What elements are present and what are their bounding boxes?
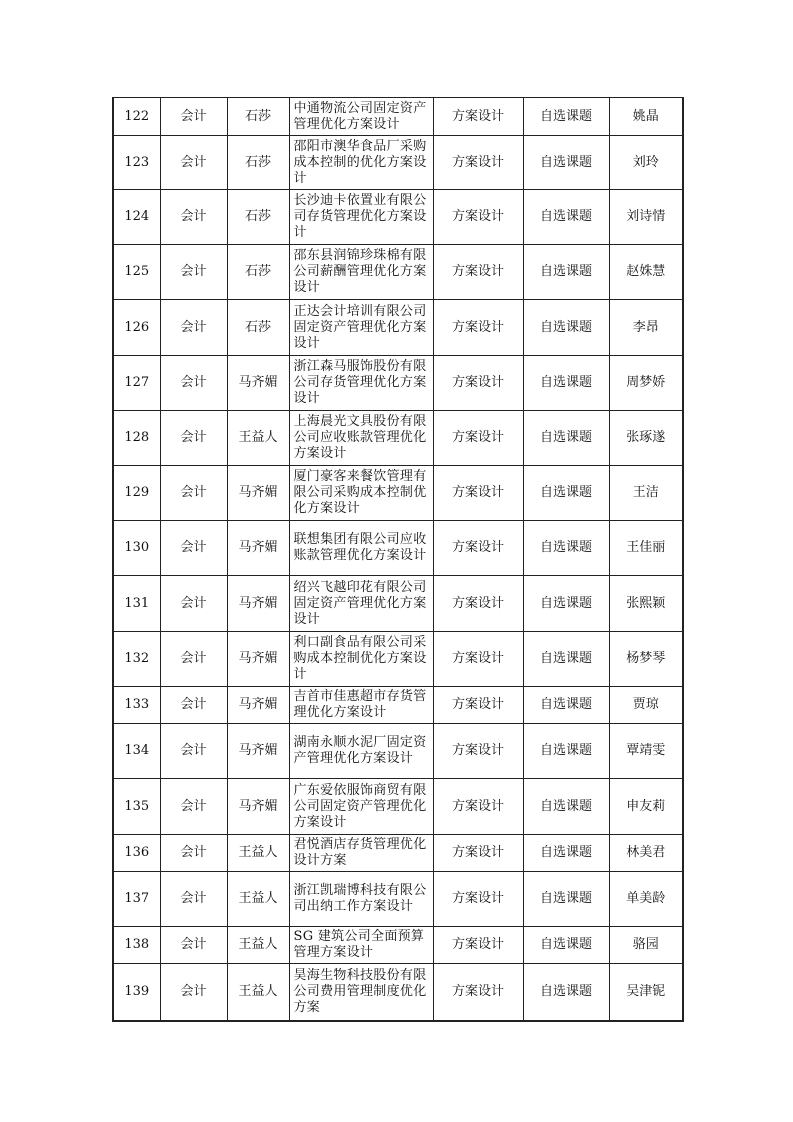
advisor-cell: 石莎 xyxy=(227,98,289,136)
row-number: 138 xyxy=(113,927,160,964)
major-cell: 会计 xyxy=(160,779,227,835)
row-number: 123 xyxy=(113,136,160,190)
topic-type-cell: 方案设计 xyxy=(433,724,523,779)
student-cell: 周梦娇 xyxy=(609,356,683,411)
student-cell: 王洁 xyxy=(609,466,683,521)
student-cell: 张熙颖 xyxy=(609,576,683,632)
major-cell: 会计 xyxy=(160,724,227,779)
topic-source-cell: 自选课题 xyxy=(523,872,609,927)
topic-type-cell: 方案设计 xyxy=(433,521,523,576)
topic-type-cell: 方案设计 xyxy=(433,98,523,136)
table-row xyxy=(113,245,683,300)
row-number: 139 xyxy=(113,964,160,1021)
major-cell: 会计 xyxy=(160,835,227,872)
table-row xyxy=(113,300,683,356)
major-cell: 会计 xyxy=(160,245,227,300)
topic-source-cell: 自选课题 xyxy=(523,779,609,835)
major-cell: 会计 xyxy=(160,576,227,632)
row-number: 135 xyxy=(113,779,160,835)
topic-source-cell: 自选课题 xyxy=(523,835,609,872)
topic-type-cell: 方案设计 xyxy=(433,411,523,466)
advisor-cell: 石莎 xyxy=(227,300,289,356)
major-cell: 会计 xyxy=(160,964,227,1021)
topic-source-cell: 自选课题 xyxy=(523,190,609,245)
topic-cell: 利口副食品有限公司采购成本控制优化方案设计 xyxy=(289,632,433,687)
topic-source-cell: 自选课题 xyxy=(523,632,609,687)
topic-type-cell: 方案设计 xyxy=(433,687,523,724)
advisor-cell: 马齐媚 xyxy=(227,356,289,411)
advisor-cell: 马齐媚 xyxy=(227,779,289,835)
row-number: 134 xyxy=(113,724,160,779)
student-cell: 单美龄 xyxy=(609,872,683,927)
topic-source-cell: 自选课题 xyxy=(523,927,609,964)
table-row xyxy=(113,724,683,779)
topic-type-cell: 方案设计 xyxy=(433,466,523,521)
topic-cell: 君悦酒店存货管理优化设计方案 xyxy=(289,835,433,872)
major-cell: 会计 xyxy=(160,632,227,687)
topic-source-cell: 自选课题 xyxy=(523,300,609,356)
major-cell: 会计 xyxy=(160,136,227,190)
topic-cell: 联想集团有限公司应收账款管理优化方案设计 xyxy=(289,521,433,576)
student-cell: 张琢遂 xyxy=(609,411,683,466)
topic-type-cell: 方案设计 xyxy=(433,300,523,356)
advisor-cell: 马齐媚 xyxy=(227,724,289,779)
topic-cell: 正达会计培训有限公司固定资产管理优化方案设计 xyxy=(289,300,433,356)
student-cell: 刘诗情 xyxy=(609,190,683,245)
topic-table xyxy=(112,97,684,1022)
student-cell: 杨梦琴 xyxy=(609,632,683,687)
student-cell: 骆园 xyxy=(609,927,683,964)
topic-type-cell: 方案设计 xyxy=(433,632,523,687)
row-number: 132 xyxy=(113,632,160,687)
table-row xyxy=(113,632,683,687)
student-cell: 赵姝慧 xyxy=(609,245,683,300)
topic-source-cell: 自选课题 xyxy=(523,356,609,411)
topic-source-cell: 自选课题 xyxy=(523,136,609,190)
table-row xyxy=(113,466,683,521)
topic-cell: 吉首市佳惠超市存货管理优化方案设计 xyxy=(289,687,433,724)
advisor-cell: 马齐媚 xyxy=(227,466,289,521)
row-number: 131 xyxy=(113,576,160,632)
advisor-cell: 石莎 xyxy=(227,245,289,300)
advisor-cell: 马齐媚 xyxy=(227,521,289,576)
row-number: 137 xyxy=(113,872,160,927)
topic-type-cell: 方案设计 xyxy=(433,576,523,632)
table-row xyxy=(113,779,683,835)
row-number: 133 xyxy=(113,687,160,724)
topic-type-cell: 方案设计 xyxy=(433,927,523,964)
advisor-cell: 王益人 xyxy=(227,964,289,1021)
topic-cell: 浙江凯瑞博科技有限公司出纳工作方案设计 xyxy=(289,872,433,927)
topic-type-cell: 方案设计 xyxy=(433,245,523,300)
topic-source-cell: 自选课题 xyxy=(523,411,609,466)
table-row xyxy=(113,136,683,190)
major-cell: 会计 xyxy=(160,411,227,466)
table-row xyxy=(113,190,683,245)
table-row xyxy=(113,521,683,576)
topic-cell: SG 建筑公司全面预算管理方案设计 xyxy=(289,927,433,964)
row-number: 126 xyxy=(113,300,160,356)
topic-source-cell: 自选课题 xyxy=(523,687,609,724)
student-cell: 林美君 xyxy=(609,835,683,872)
topic-type-cell: 方案设计 xyxy=(433,779,523,835)
row-number: 136 xyxy=(113,835,160,872)
topic-cell: 邵阳市澳华食品厂采购成本控制的优化方案设计 xyxy=(289,136,433,190)
topic-cell: 广东爱依服饰商贸有限公司固定资产管理优化方案设计 xyxy=(289,779,433,835)
advisor-cell: 王益人 xyxy=(227,835,289,872)
major-cell: 会计 xyxy=(160,687,227,724)
major-cell: 会计 xyxy=(160,190,227,245)
table-row xyxy=(113,964,683,1021)
row-number: 122 xyxy=(113,98,160,136)
table-row xyxy=(113,687,683,724)
row-number: 127 xyxy=(113,356,160,411)
topic-cell: 邵东县润锦珍珠棉有限公司薪酬管理优化方案设计 xyxy=(289,245,433,300)
major-cell: 会计 xyxy=(160,466,227,521)
topic-type-cell: 方案设计 xyxy=(433,835,523,872)
row-number: 125 xyxy=(113,245,160,300)
topic-cell: 中通物流公司固定资产管理优化方案设计 xyxy=(289,98,433,136)
major-cell: 会计 xyxy=(160,872,227,927)
topic-type-cell: 方案设计 xyxy=(433,190,523,245)
topic-type-cell: 方案设计 xyxy=(433,356,523,411)
student-cell: 王佳丽 xyxy=(609,521,683,576)
topic-source-cell: 自选课题 xyxy=(523,724,609,779)
topic-cell: 上海晨光文具股份有限公司应收账款管理优化方案设计 xyxy=(289,411,433,466)
major-cell: 会计 xyxy=(160,927,227,964)
advisor-cell: 王益人 xyxy=(227,927,289,964)
major-cell: 会计 xyxy=(160,300,227,356)
topic-source-cell: 自选课题 xyxy=(523,964,609,1021)
topic-type-cell: 方案设计 xyxy=(433,964,523,1021)
student-cell: 覃靖雯 xyxy=(609,724,683,779)
advisor-cell: 马齐媚 xyxy=(227,632,289,687)
topic-type-cell: 方案设计 xyxy=(433,872,523,927)
table-row xyxy=(113,576,683,632)
student-cell: 李昂 xyxy=(609,300,683,356)
student-cell: 贾琼 xyxy=(609,687,683,724)
row-number: 129 xyxy=(113,466,160,521)
topic-type-cell: 方案设计 xyxy=(433,136,523,190)
student-cell: 申友莉 xyxy=(609,779,683,835)
topic-cell: 厦门豪客来餐饮管理有限公司采购成本控制优化方案设计 xyxy=(289,466,433,521)
advisor-cell: 石莎 xyxy=(227,190,289,245)
table-row xyxy=(113,411,683,466)
topic-cell: 浙江森马服饰股份有限公司存货管理优化方案设计 xyxy=(289,356,433,411)
advisor-cell: 王益人 xyxy=(227,872,289,927)
topic-cell: 昊海生物科技股份有限公司费用管理制度优化方案 xyxy=(289,964,433,1021)
table-row xyxy=(113,356,683,411)
topic-source-cell: 自选课题 xyxy=(523,245,609,300)
advisor-cell: 马齐媚 xyxy=(227,576,289,632)
row-number: 124 xyxy=(113,190,160,245)
student-cell: 刘玲 xyxy=(609,136,683,190)
table-row xyxy=(113,872,683,927)
major-cell: 会计 xyxy=(160,521,227,576)
topic-source-cell: 自选课题 xyxy=(523,576,609,632)
topic-source-cell: 自选课题 xyxy=(523,98,609,136)
topic-cell: 长沙迪卡依置业有限公司存货管理优化方案设计 xyxy=(289,190,433,245)
topic-source-cell: 自选课题 xyxy=(523,521,609,576)
topic-cell: 湖南永顺水泥厂固定资产管理优化方案设计 xyxy=(289,724,433,779)
advisor-cell: 石莎 xyxy=(227,136,289,190)
table-row xyxy=(113,927,683,964)
major-cell: 会计 xyxy=(160,98,227,136)
advisor-cell: 王益人 xyxy=(227,411,289,466)
major-cell: 会计 xyxy=(160,356,227,411)
student-cell: 姚晶 xyxy=(609,98,683,136)
topic-source-cell: 自选课题 xyxy=(523,466,609,521)
advisor-cell: 马齐媚 xyxy=(227,687,289,724)
table-row xyxy=(113,835,683,872)
row-number: 128 xyxy=(113,411,160,466)
table-row xyxy=(113,98,683,136)
student-cell: 吴津铌 xyxy=(609,964,683,1021)
row-number: 130 xyxy=(113,521,160,576)
topic-cell: 绍兴飞越印花有限公司固定资产管理优化方案设计 xyxy=(289,576,433,632)
